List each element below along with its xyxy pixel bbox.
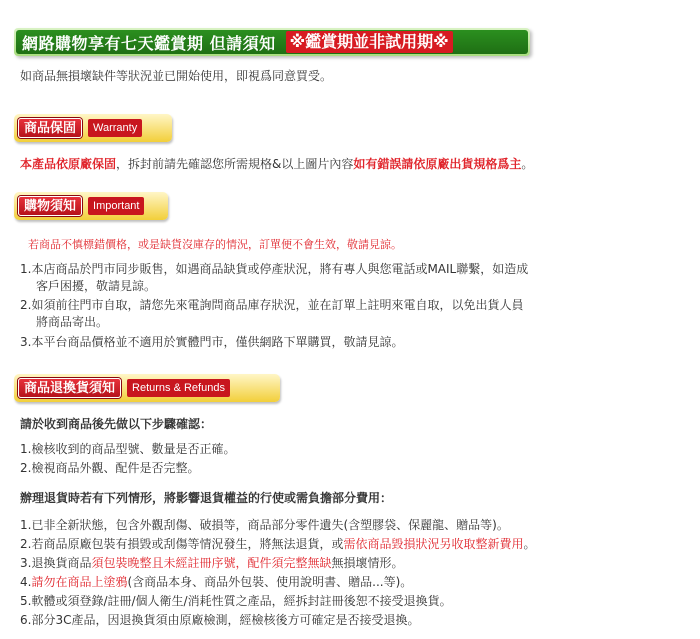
important-notice: 若商品不慎標錯價格，或是缺貨沒庫存的情況，訂單便不會生效，敬請見諒。 [28, 238, 402, 251]
returns-case-3-b: 無損壞情形。 [331, 556, 404, 570]
warranty-mid: ，拆封前請先確認您所需規格&以上圖片內容 [116, 157, 354, 171]
warranty-end: 。 [521, 157, 534, 171]
important-tab-label: 購物須知 [18, 196, 82, 216]
banner-warning: ※鑑賞期並非試用期※ [286, 31, 453, 53]
returns-case-2-a: 2.若商品原廠包裝有損毀或刮傷等情況發生，將無法退貨，或 [20, 537, 344, 551]
returns-case-6: 6.部分3C產品，因退換貨須由原廠檢測，經檢核後方可確定是否接受退換。 [20, 613, 420, 627]
important-item-2b: 將商品寄出。 [36, 315, 109, 329]
returns-case-5: 5.軟體或須登錄/註冊/個人衛生/消耗性質之產品，經拆封註冊後恕不接受退換貨。 [20, 594, 452, 608]
warranty-tab-en: Warranty [88, 119, 142, 137]
returns-check-item-1: 1.檢核收到的商品型號、數量是否正確。 [20, 442, 236, 456]
intro-text: 如商品無損壞缺件等狀況並已開始使用，即視爲同意買受。 [20, 69, 333, 83]
warranty-tab [14, 114, 172, 142]
top-banner-inner [16, 30, 528, 54]
important-item-2a: 2.如須前往門市自取，請您先來電詢問商品庫存狀況，並在訂單上註明來電自取，以免出貨人員 [20, 298, 524, 312]
returns-tab-label: 商品退換貨須知 [18, 378, 121, 398]
warranty-tab-label: 商品保固 [18, 118, 82, 138]
returns-case-4 [20, 574, 412, 591]
warranty-red-2: 如有錯誤請依原廠出貨規格爲主 [353, 157, 522, 171]
returns-case-2-red: 需依商品毀損狀況另收取整新費用 [343, 537, 524, 551]
returns-case-1: 1.已非全新狀態，包含外觀刮傷、破損等，商品部分零件遺失(含塑膠袋、保麗龍、贈品等)。 [20, 518, 509, 532]
returns-case-4-red: 請勿在商品上塗鴉 [31, 575, 128, 589]
returns-cases-heading: 辦理退貨時若有下列情形，將影響退貨權益的行使或需負擔部分費用： [20, 491, 393, 505]
important-item-1b: 客戶困擾，敬請見諒。 [36, 279, 157, 293]
returns-case-2-b: 。 [523, 537, 536, 551]
important-item-1a: 1.本店商品於門市同步販售，如遇商品缺貨或停產狀況，將有專人與您電話或MAIL聯繫，如造成 [20, 262, 529, 276]
returns-case-2 [20, 536, 535, 553]
important-tab [14, 192, 168, 220]
returns-case-4-a: 4. [20, 575, 32, 589]
top-banner [14, 28, 530, 56]
returns-tab-en: Returns & Refunds [127, 379, 230, 397]
warranty-text [20, 156, 533, 173]
returns-case-4-b: (含商品本身、商品外包裝、使用說明書、贈品...等)。 [127, 575, 413, 589]
returns-case-3-a: 3.退換貨商品 [20, 556, 92, 570]
returns-case-3 [20, 555, 403, 572]
important-item-3: 3.本平台商品價格並不適用於實體門市，僅供網路下單購買，敬請見諒。 [20, 335, 404, 349]
banner-title: 網路購物享有七天鑑賞期 但請須知 [22, 33, 276, 53]
important-tab-en: Important [88, 197, 144, 215]
returns-check-item-2: 2.檢視商品外觀、配件是否完整。 [20, 461, 200, 475]
warranty-red-1: 本產品依原廠保固 [20, 157, 117, 171]
returns-tab [14, 374, 280, 402]
returns-check-heading: 請於收到商品後先做以下步驟確認： [20, 417, 213, 431]
returns-case-3-red: 須包裝晚整且未經註冊序號，配件須完整無缺 [91, 556, 332, 570]
